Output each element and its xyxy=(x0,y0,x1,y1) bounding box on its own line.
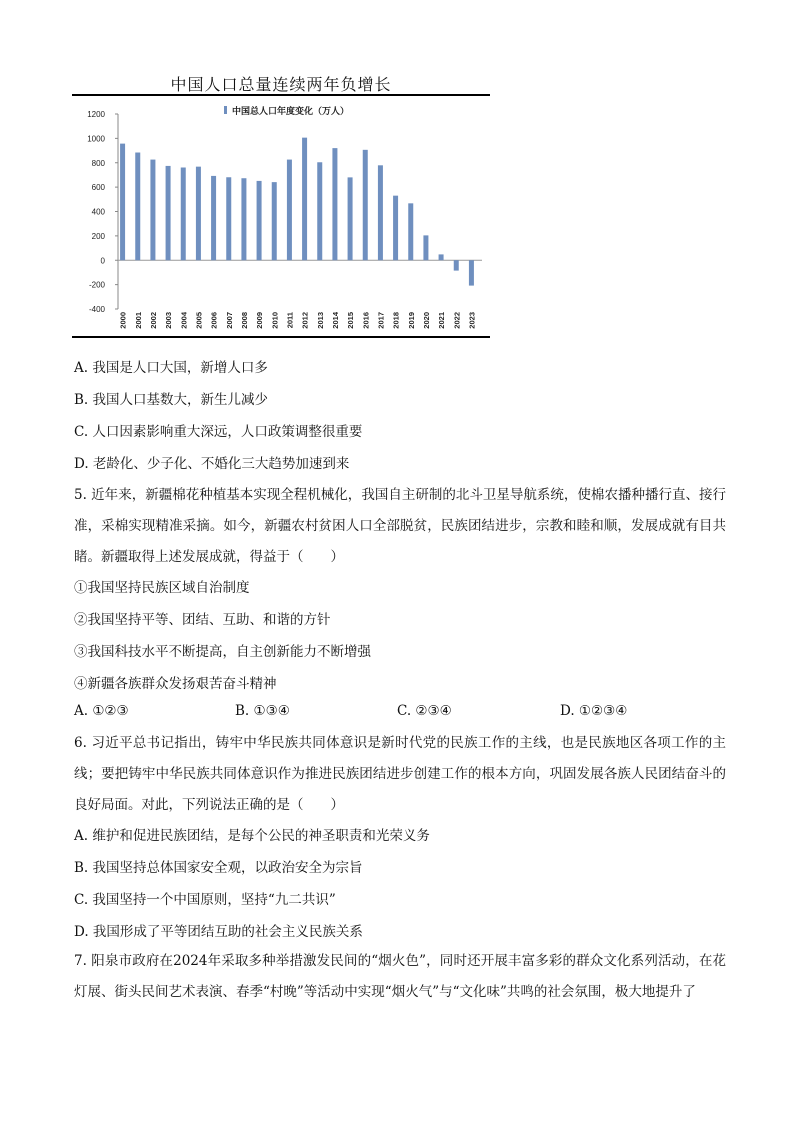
x-tick-label: 2012 xyxy=(300,312,310,329)
q5-option-d: D. ①②③④ xyxy=(560,703,628,719)
x-tick-label: 2005 xyxy=(194,312,204,329)
bar-2018 xyxy=(393,196,398,261)
bar-2000 xyxy=(120,144,125,261)
q5-item-2: ②我国坚持平等、团结、互助、和谐的方针 xyxy=(74,612,331,628)
x-tick-label: 2020 xyxy=(421,312,431,329)
bar-2016 xyxy=(363,150,368,260)
x-tick-label: 2021 xyxy=(437,312,447,329)
y-tick-label: 0 xyxy=(100,256,105,266)
chart-title: 中国人口总量连续两年负增长 xyxy=(170,75,392,94)
q6-option-c: C. 我国坚持一个中国原则，坚持“九二共识” xyxy=(74,892,336,908)
x-tick-label: 2000 xyxy=(118,312,128,329)
legend-label: 中国总人口年度变化（万人） xyxy=(232,107,350,117)
legend-swatch xyxy=(224,106,227,114)
y-tick-label: 400 xyxy=(91,207,105,217)
population-chart xyxy=(72,70,490,340)
bar-2014 xyxy=(332,148,337,260)
bar-2009 xyxy=(257,181,262,260)
bar-2012 xyxy=(302,138,307,261)
q6-option-b: B. 我国坚持总体国家安全观，以政治安全为宗旨 xyxy=(74,860,363,876)
x-tick-label: 2022 xyxy=(452,312,462,329)
x-tick-label: 2008 xyxy=(239,312,249,329)
q4-option-b: B. 我国人口基数大，新生儿减少 xyxy=(74,392,269,408)
x-tick-label: 2015 xyxy=(346,312,356,329)
q7-stem: 7. 阳泉市政府在2024年采取多种举措激发民间的“烟火色”，同时还开展丰富多彩的群众文化系列活动，在花灯展、街头民间艺术表演、春季“村晚”等活动中实现“烟火气”与“文化味”共鸣的社会氛围，极大地提升了 xyxy=(74,953,726,1000)
bar-2001 xyxy=(135,153,140,261)
bar-2006 xyxy=(211,176,216,260)
q5-stem: 5. 近年来，新疆棉花种植基本实现全程机械化，我国自主研制的北斗卫星导航系统，使棉农播种播行直、接行准，采棉实现精准采摘。如今，新疆农村贫困人口全部脱贫，民族团结进步，宗教和睦和顺，发展成就有目共睹。新疆取得上述发展成就，得益于（ ） xyxy=(74,487,726,565)
q5-item-1: ①我国坚持民族区域自治制度 xyxy=(74,580,250,596)
q4-option-c: C. 人口因素影响重大深远，人口政策调整很重要 xyxy=(74,424,363,440)
q5-option-a: A. ①②③ xyxy=(74,703,129,719)
x-tick-label: 2006 xyxy=(209,312,219,329)
y-tick-label: 1200 xyxy=(87,110,105,119)
bar-2003 xyxy=(166,166,171,260)
x-tick-label: 2011 xyxy=(285,312,295,329)
x-tick-label: 2014 xyxy=(330,312,340,329)
q5-item-3: ③我国科技水平不断提高，自主创新能力不断增强 xyxy=(74,644,371,660)
x-tick-label: 2023 xyxy=(467,312,477,329)
y-tick-label: 600 xyxy=(91,183,105,193)
bar-2002 xyxy=(150,160,155,261)
x-tick-label: 2007 xyxy=(224,312,234,329)
bar-2019 xyxy=(408,203,413,260)
bar-2010 xyxy=(272,182,277,260)
x-tick-label: 2013 xyxy=(315,312,325,329)
x-tick-label: 2019 xyxy=(406,312,416,329)
x-tick-label: 2004 xyxy=(179,312,189,329)
q4-option-d: D. 老龄化、少子化、不婚化三大趋势加速到来 xyxy=(74,456,350,472)
q4-option-a: A. 我国是人口大国，新增人口多 xyxy=(74,360,268,376)
y-tick-label: 800 xyxy=(91,158,105,168)
x-tick-label: 2016 xyxy=(361,312,371,329)
bar-2023 xyxy=(469,260,474,285)
bar-2004 xyxy=(181,168,186,261)
bar-chart xyxy=(72,96,490,336)
q5-option-c: C. ②③④ xyxy=(397,703,452,719)
q6-option-d: D. 我国形成了平等团结互助的社会主义民族关系 xyxy=(74,924,363,940)
chart-bottom-rule xyxy=(72,336,490,338)
bar-2022 xyxy=(454,260,459,270)
bar-2017 xyxy=(378,165,383,260)
y-tick-label: 200 xyxy=(91,231,105,241)
q6-option-a: A. 维护和促进民族团结，是每个公民的神圣职责和光荣义务 xyxy=(74,828,430,844)
x-tick-label: 2002 xyxy=(148,312,158,329)
x-tick-label: 2018 xyxy=(391,312,401,329)
x-tick-label: 2003 xyxy=(164,312,174,329)
bar-2007 xyxy=(226,177,231,260)
x-tick-label: 2009 xyxy=(255,312,265,329)
bar-2021 xyxy=(439,254,444,260)
bar-2011 xyxy=(287,160,292,261)
q5-item-4: ④新疆各族群众发扬艰苦奋斗精神 xyxy=(74,676,277,692)
bar-2015 xyxy=(348,177,353,260)
bar-2005 xyxy=(196,167,201,261)
x-tick-label: 2001 xyxy=(133,312,143,329)
q5-option-b: B. ①③④ xyxy=(235,703,290,719)
y-tick-label: -400 xyxy=(88,305,105,314)
bar-2013 xyxy=(317,162,322,260)
q6-stem: 6. 习近平总书记指出，铸牢中华民族共同体意识是新时代党的民族工作的主线，也是民族地区各项工作的主线；要把铸牢中华民族共同体意识作为推进民族团结进步创建工作的根本方向，巩固发展各族人民团结奋斗的良好局面。对此，下列说法正确的是（ ） xyxy=(74,735,726,813)
y-tick-label: 1000 xyxy=(87,134,105,144)
bar-2008 xyxy=(241,178,246,260)
y-tick-label: -200 xyxy=(88,280,105,290)
x-tick-label: 2017 xyxy=(376,312,386,329)
bar-2020 xyxy=(423,235,428,260)
x-tick-label: 2010 xyxy=(270,312,280,329)
